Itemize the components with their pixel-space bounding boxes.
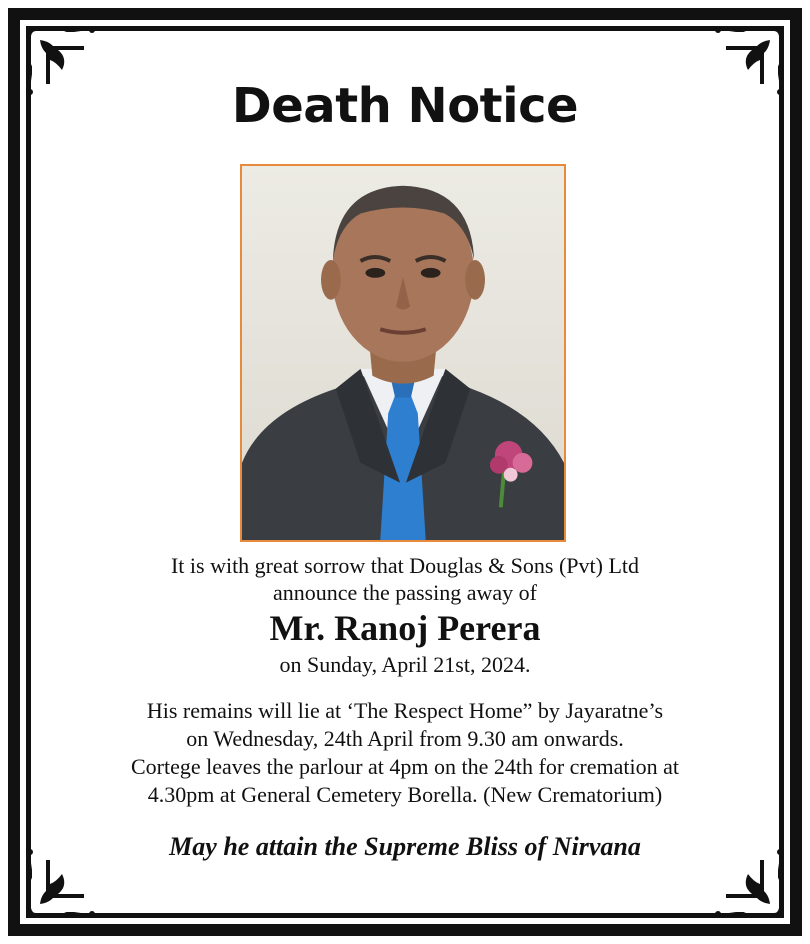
intro-line-2: announce the passing away of <box>273 580 537 605</box>
portrait-photo <box>240 164 566 542</box>
notice-title: Death Notice <box>231 78 579 134</box>
date-line: on Sunday, April 21st, 2024. <box>279 652 531 677</box>
details-line-4: 4.30pm at General Cemetery Borella. (New Crematorium) <box>147 782 663 807</box>
closing-blessing: May he attain the Supreme Bliss of Nirvana <box>169 832 641 861</box>
details-line-3: Cortege leaves the parlour at 4pm on the 24th for cremation at <box>131 754 679 779</box>
details-line-1: His remains will lie at ‘The Respect Home” by Jayaratne’s <box>146 698 664 723</box>
intro-line-1: It is with great sorrow that Douglas & Sons (Pvt) Ltd <box>170 553 640 578</box>
details-line-2: on Wednesday, 24th April from 9.30 am onwards. <box>186 726 624 751</box>
deceased-name: Mr. Ranoj Perera <box>269 608 541 648</box>
